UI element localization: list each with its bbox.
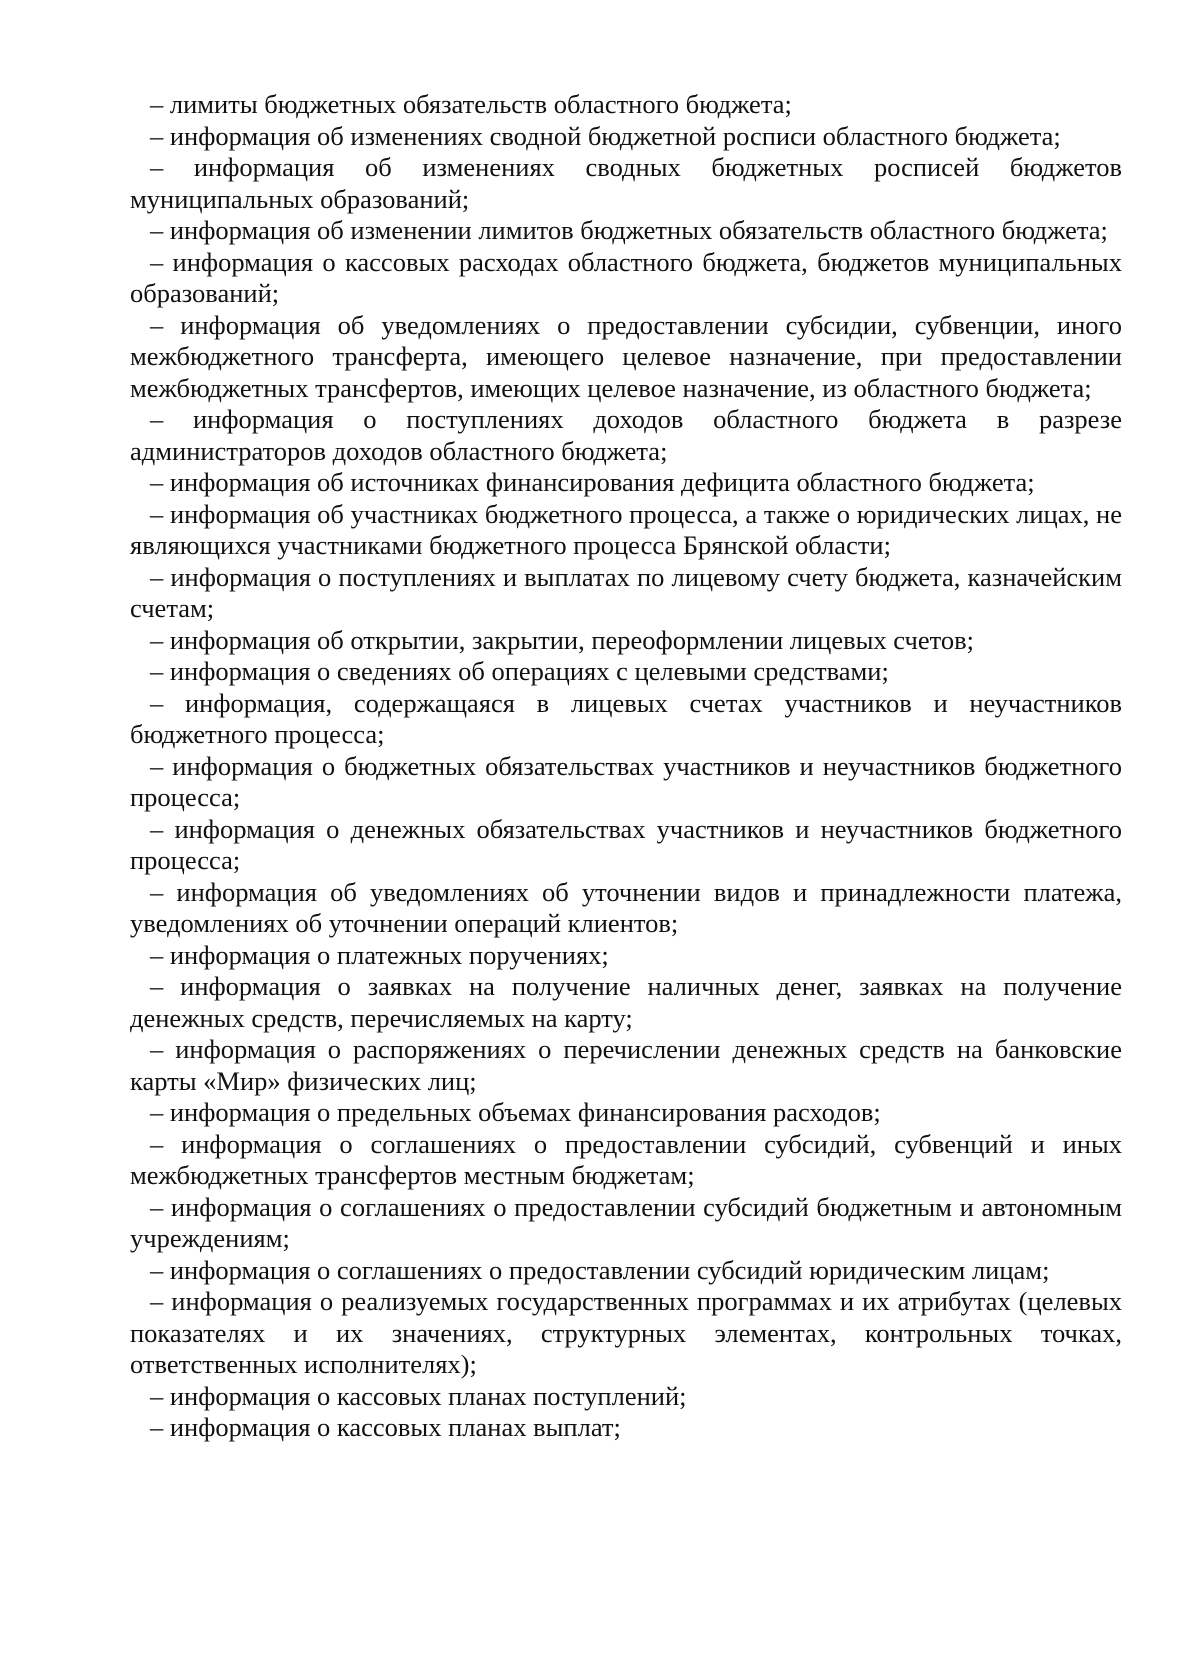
list-item: – информация об участниках бюджетного процесса, а также о юридических лицах, не являющихся участниками бюджетного процесса Брянской области; [130, 498, 1122, 560]
list-item: – информация о кассовых планах поступлений; [150, 1380, 687, 1411]
list-item: – информация об изменении лимитов бюджетных обязательств областного бюджета; [150, 215, 1108, 245]
list-item: – информация о распоряжениях о перечислении денежных средств на банковские карты «Мир» физических лиц; [130, 1034, 1122, 1096]
list-item: – информация о сведениях об операциях с целевыми средствами; [150, 656, 889, 686]
list-item: – информация о поступлениях и выплатах по лицевому счету бюджета, казначейским счетам; [130, 561, 1122, 623]
list-item: – информация о соглашениях о предоставлении субсидий, субвенций и иных межбюджетных трансфертов местным бюджетам; [130, 1128, 1122, 1190]
list-item: – информация о предельных объемах финансирования расходов; [150, 1097, 881, 1127]
list-item: – информация об изменениях сводной бюджетной росписи областного бюджета; [150, 120, 1061, 151]
list-item: – информация об уведомлениях об уточнении видов и принадлежности платежа, уведомлениях об уточнении операций клиентов; [130, 876, 1122, 938]
list-item: – информация о поступлениях доходов областного бюджета в разрезе администраторов доходов областного бюджета; [130, 404, 1122, 466]
list-item: – информация об изменениях сводных бюджетных росписей бюджетов муниципальных образований; [130, 152, 1122, 214]
list-item: – информация о денежных обязательствах участников и неучастников бюджетного процесса; [130, 813, 1122, 875]
list-item: – информация об открытии, закрытии, переоформлении лицевых счетов; [150, 624, 974, 655]
list-item: – информация о реализуемых государственных программах и их атрибутах (целевых показателях и их значениях, структурных элементах, контрольных точках, ответственных исполнителях); [130, 1286, 1122, 1379]
list-item: – информация о бюджетных обязательствах участников и неучастников бюджетного процесса; [130, 750, 1122, 812]
list-item: – информация об уведомлениях о предоставлении субсидии, субвенции, иного межбюджетного трансферта, имеющего целевое назначение, при предоставлении межбюджетных трансфертов, имеющих целевое назначение, из областного бюджета; [130, 309, 1122, 403]
list-item: – информация о кассовых планах выплат; [150, 1412, 621, 1442]
list-item: – информация об источниках финансирования дефицита областного бюджета; [150, 467, 1035, 497]
list-item: – информация о соглашениях о предоставлении субсидий бюджетным и автономным учреждениям; [130, 1191, 1122, 1253]
document-body [130, 89, 1122, 1444]
list-item: – информация о кассовых расходах областного бюджета, бюджетов муниципальных образований; [130, 246, 1122, 308]
list-item: – лимиты бюджетных обязательств областного бюджета; [150, 89, 792, 119]
list-item: – информация о заявках на получение наличных денег, заявках на получение денежных средств, перечисляемых на карту; [130, 971, 1122, 1033]
list-item: – информация о соглашениях о предоставлении субсидий юридическим лицам; [150, 1254, 1050, 1285]
list-item: – информация о платежных поручениях; [150, 939, 609, 970]
list-item: – информация, содержащаяся в лицевых счетах участников и неучастников бюджетного процесса; [130, 687, 1122, 749]
